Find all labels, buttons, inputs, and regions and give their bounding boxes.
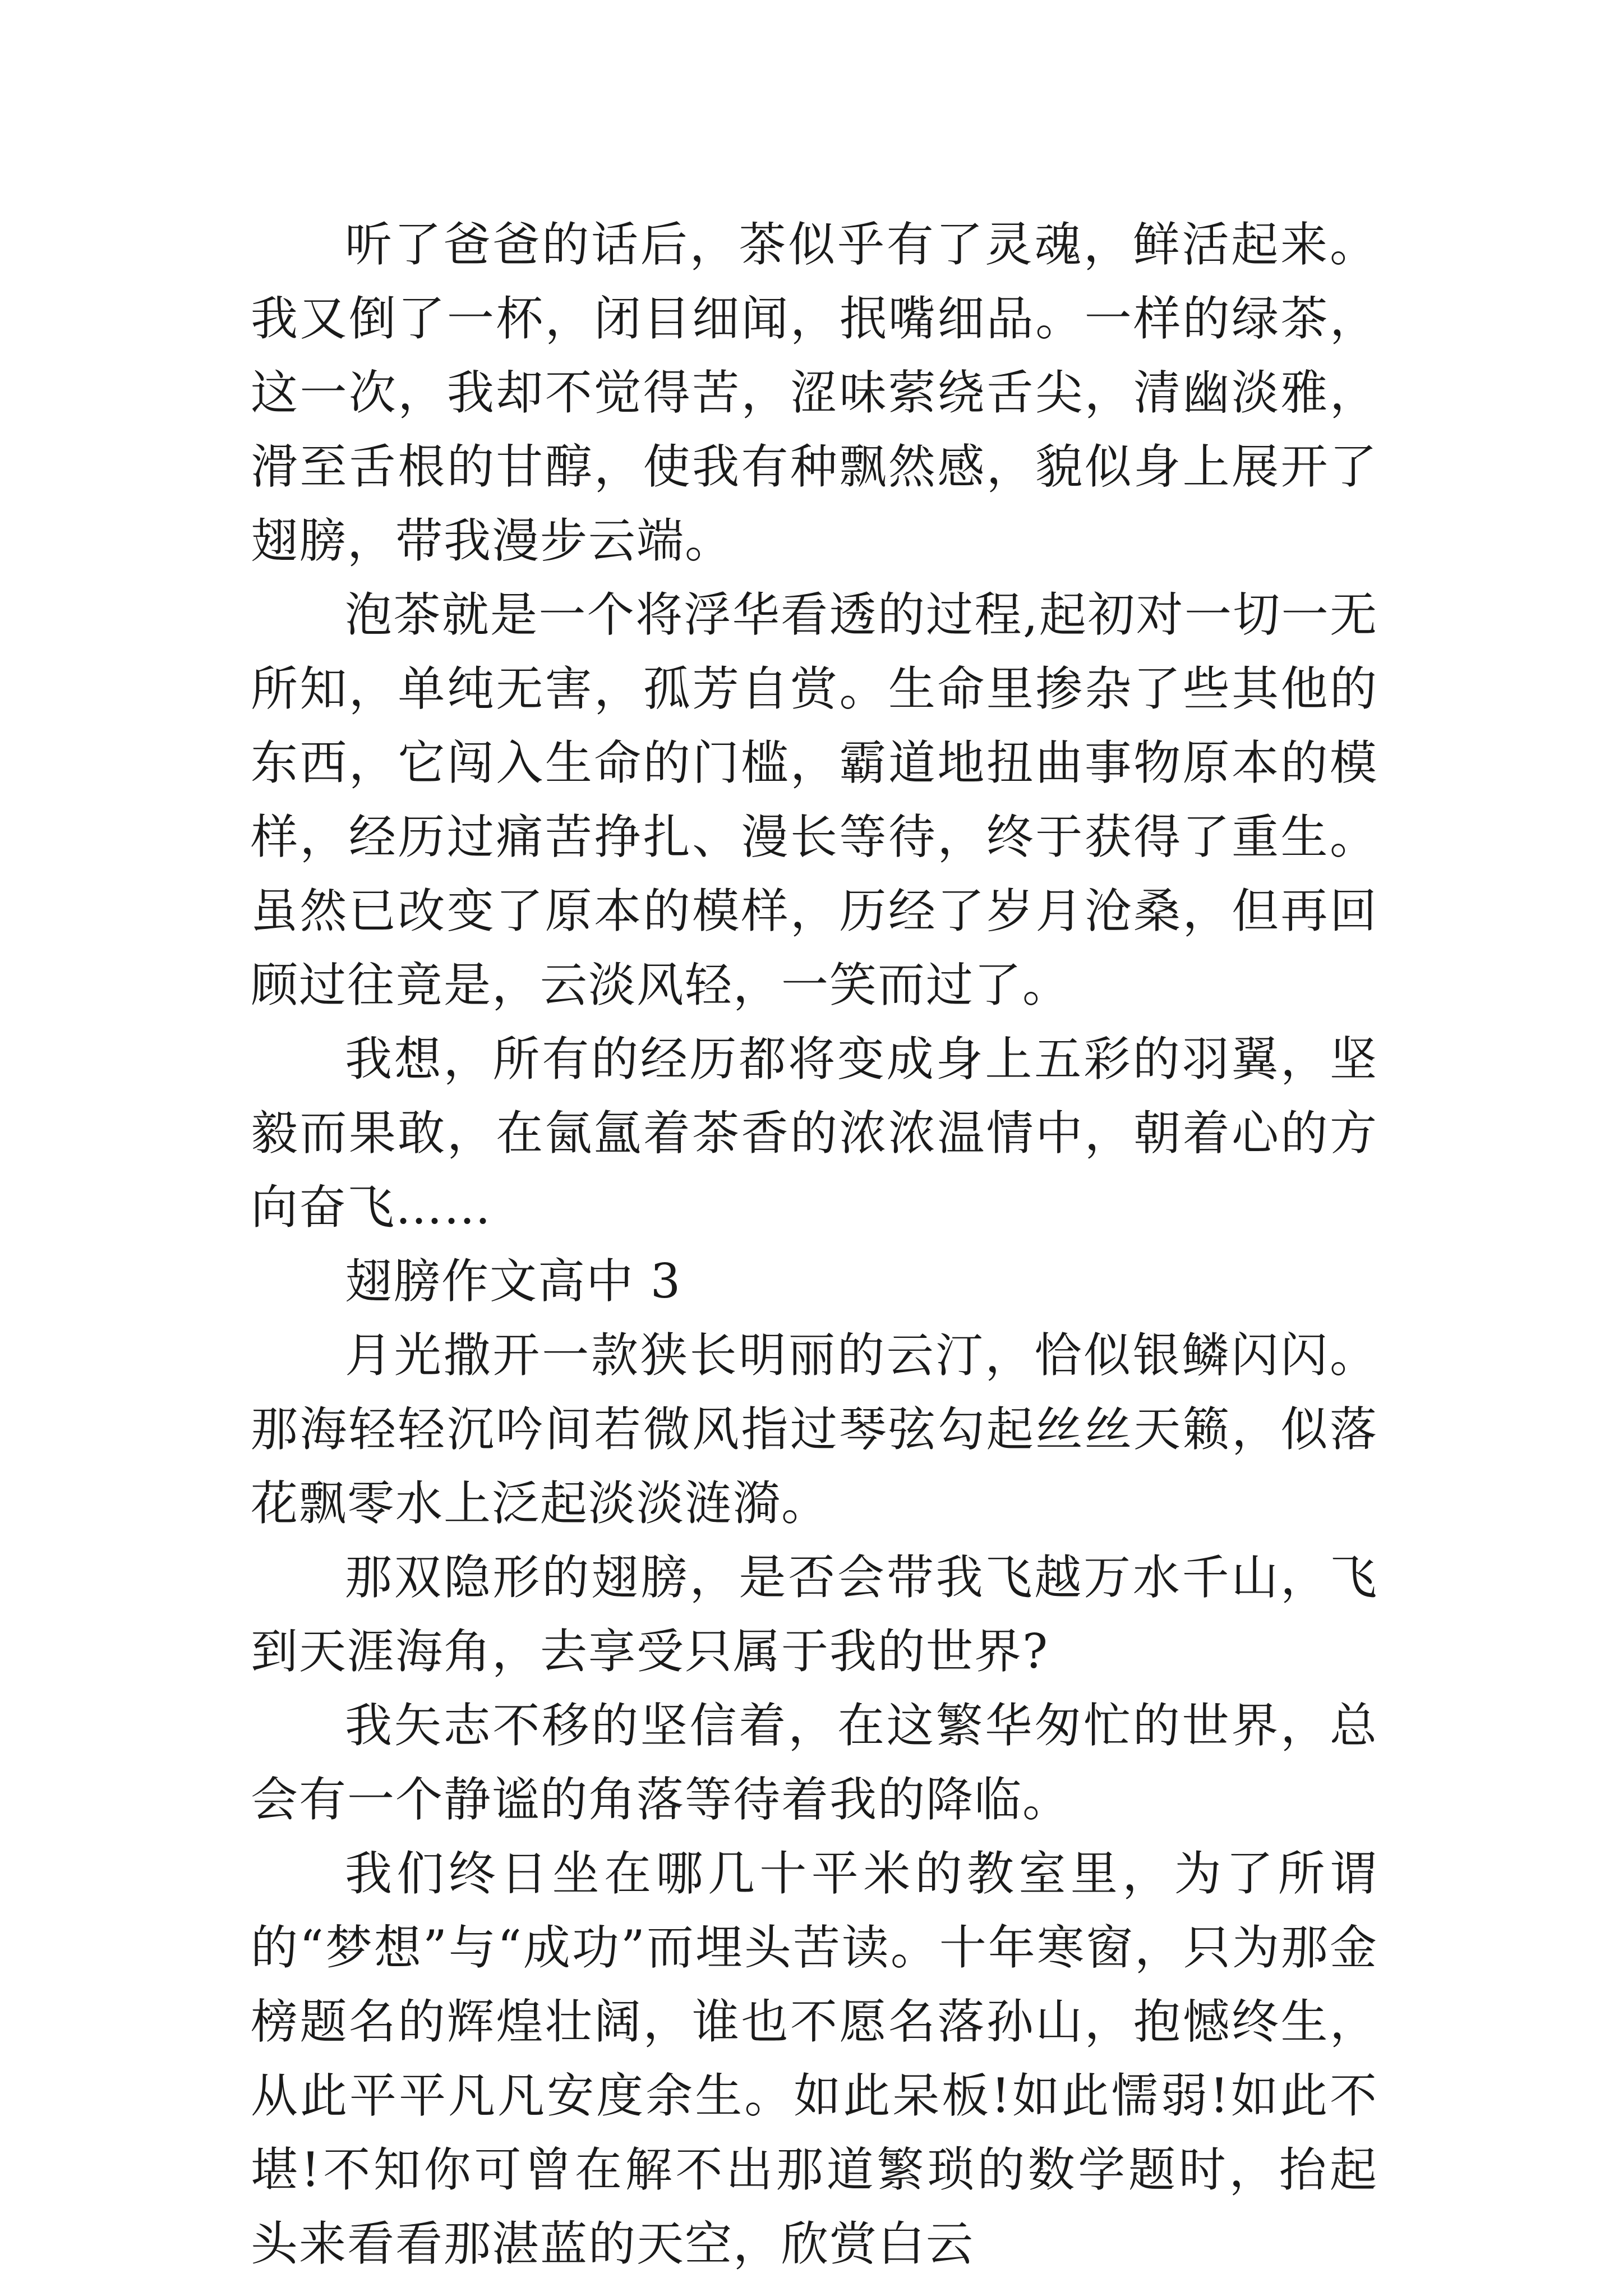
paragraph-tea-process: 泡茶就是一个将浮华看透的过程,起初对一切一无所知，单纯无害，孤芳自赏。生命里掺杂了些其他的东西，它闯入生命的门槛，霸道地扭曲事物原本的模样，经历过痛苦挣扎、漫长等待，终于获得了重生。虽然已改变了原本的模样，历经了岁月沧桑，但再回顾过往竟是，云淡风轻，一笑而过了。 — [251, 587, 1378, 1013]
paragraph-quiet-corner: 我矢志不移的坚信着，在这繁华匆忙的世界，总会有一个静谧的角落等待着我的降临。 — [251, 1698, 1378, 1827]
paragraph-tea-soul: 听了爸爸的话后，茶似乎有了灵魂，鲜活起来。我又倒了一杯，闭目细闻，抿嘴细品。一样的绿茶，这一次，我却不觉得苦，涩味萦绕舌尖，清幽淡雅，滑至舌根的甘醇，使我有种飘然感，貌似身上展开了翅膀，带我漫步云端。 — [251, 217, 1378, 568]
section-heading: 翅膀作文高中 3 — [345, 1254, 682, 1309]
paragraph-wings-experience: 我想，所有的经历都将变成身上五彩的羽翼，坚毅而果敢，在氤氲着茶香的浓浓温情中，朝着心的方向奋飞…… — [251, 1032, 1378, 1235]
body-text — [251, 208, 1378, 2281]
paragraph-invisible-wings: 那双隐形的翅膀，是否会带我飞越万水千山，飞到天涯海角，去享受只属于我的世界? — [251, 1550, 1378, 1679]
paragraph-moonlight: 月光撒开一款狭长明丽的云汀，恰似银鳞闪闪。那海轻轻沉吟间若微风指过琴弦勾起丝丝天籁，似落花飘零水上泛起淡淡涟漪。 — [251, 1328, 1378, 1531]
paragraph-classroom: 我们终日坐在哪几十平米的教室里，为了所谓的“梦想”与“成功”而埋头苦读。十年寒窗，只为那金榜题名的辉煌壮阔，谁也不愿名落孙山，抱憾终生，从此平平凡凡安度余生。如此呆板!如此懦弱!如此不堪!不知你可曾在解不出那道繁琐的数学题时，抬起头来看看那湛蓝的天空，欣赏白云 — [251, 1846, 1378, 2271]
